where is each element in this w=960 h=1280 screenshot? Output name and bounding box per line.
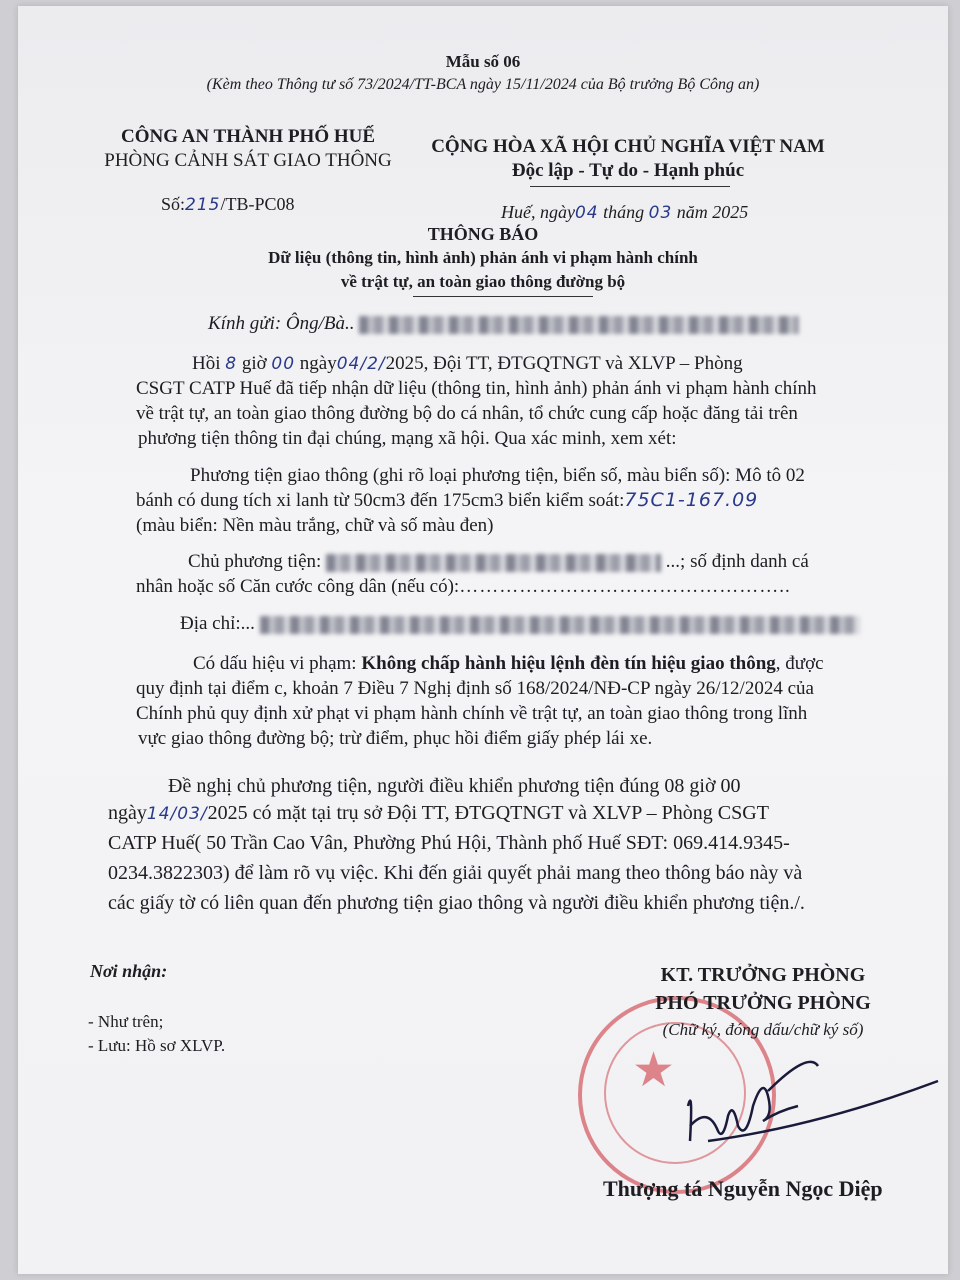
- violation-line2: quy định tại điểm c, khoản 7 Điều 7 Nghị định số 168/2024/NĐ-CP ngày 26/12/2024 của: [136, 678, 814, 699]
- agency-name: CÔNG AN THÀNH PHỐ HUẾ: [120, 126, 376, 147]
- request-line1: Đề nghị chủ phương tiện, người điều khiển phương tiện đúng 08 giờ 00: [168, 775, 741, 797]
- redacted-address: [260, 616, 860, 634]
- number-suffix: /TB-PC08: [220, 194, 295, 214]
- recipients-item-2: - Lưu: Hồ sơ XLVP.: [88, 1036, 226, 1055]
- title-underline: [413, 296, 593, 297]
- recipient: [208, 311, 799, 336]
- redacted-owner-name: [326, 554, 661, 572]
- request-line3: CATP Huế( 50 Trần Cao Vân, Phường Phú Hội, Thành phố Huế SĐT: 069.414.9345-: [108, 832, 790, 854]
- motto-underline: [530, 186, 730, 187]
- signature-title-1: KT. TRƯỞNG PHÒNG: [660, 964, 866, 986]
- violation-line4: vực giao thông đường bộ; trừ điểm, phục hồi điểm giấy phép lái xe.: [138, 728, 653, 749]
- address-line: [180, 611, 860, 636]
- handwritten-signature: [668, 1046, 948, 1156]
- document-subtitle-1: Dữ liệu (thông tin, hình ảnh) phản ánh vi phạm hành chính: [268, 248, 698, 267]
- address-label: Địa chỉ:...: [180, 613, 255, 634]
- document-date: Huế, ngày04 tháng 03 năm 2025: [501, 202, 749, 223]
- vehicle-line3: (màu biển: Nền màu trắng, chữ và số màu đen): [136, 515, 494, 536]
- recipients-item-1: - Như trên;: [88, 1012, 164, 1031]
- owner-line2: nhân hoặc số Căn cước công dân (nếu có):…………………………………………..: [136, 576, 791, 597]
- document-number: [161, 194, 294, 215]
- recipients-label: Nơi nhận:: [90, 961, 168, 981]
- recipient-label: Kính gửi: Ông/Bà..: [208, 313, 355, 334]
- form-reference: (Kèm theo Thông tư số 73/2024/TT-BCA ngày 15/11/2024 của Bộ trưởng Bộ Công an): [206, 76, 760, 93]
- signer-name: Thượng tá Nguyễn Ngọc Diệp: [603, 1176, 883, 1201]
- number-prefix: Số:: [161, 194, 186, 214]
- form-number: Mẫu số 06: [445, 52, 521, 71]
- date-day: 04: [574, 203, 599, 223]
- owner-label: Chủ phương tiện:: [188, 551, 322, 572]
- violation-line1: Có dấu hiệu vi phạm: Không chấp hành hiệu lệnh đèn tín hiệu giao thông, được: [193, 653, 824, 674]
- number-handwritten: 215: [185, 195, 221, 215]
- official-stamp: ★: [578, 996, 776, 1194]
- para1-line3: về trật tự, an toàn giao thông đường bộ do cá nhân, tổ chức cung cấp hoặc đăng tải trên: [136, 403, 798, 424]
- violation-line3: Chính phủ quy định xử phạt vi phạm hành chính về trật tự, an toàn giao thông trong lĩnh: [136, 703, 808, 724]
- agency-department: PHÒNG CẢNH SÁT GIAO THÔNG: [104, 150, 392, 171]
- date-month: 03: [648, 203, 673, 223]
- vehicle-line1: Phương tiện giao thông (ghi rõ loại phương tiện, biển số, màu biển số): Mô tô 02: [190, 465, 805, 486]
- state-motto: Độc lập - Tự do - Hạnh phúc: [511, 160, 745, 181]
- document-page: [18, 6, 948, 1274]
- para1-line1: Hồi 8 giờ 00 ngày04/2/2025, Đội TT, ĐTGQTNGT và XLVP – Phòng: [192, 353, 743, 374]
- violation-description: Không chấp hành hiệu lệnh đèn tín hiệu giao thông: [361, 653, 776, 674]
- request-line4: 0234.3822303) để làm rõ vụ việc. Khi đến giải quyết phải mang theo thông báo này và: [108, 862, 803, 884]
- state-name: CỘNG HÒA XÃ HỘI CHỦ NGHĨA VIỆT NAM: [431, 136, 825, 157]
- signature-note: (Chữ ký, đóng dấu/chữ ký số): [662, 1020, 864, 1039]
- license-plate-handwritten: 75C1-167.09: [624, 489, 759, 511]
- signature-title-2: PHÓ TRƯỞNG PHÒNG: [655, 992, 871, 1014]
- request-line5: các giấy tờ có liên quan đến phương tiện giao thông và người điều khiển phương tiện./.: [108, 892, 805, 914]
- owner-line1: Chủ phương tiện: ...; số định danh cá: [188, 551, 809, 572]
- para1-line2: CSGT CATP Huế đã tiếp nhận dữ liệu (thông tin, hình ảnh) phản ánh vi phạm hành chính: [136, 378, 817, 399]
- redacted-recipient-name: [359, 316, 799, 334]
- document-title: THÔNG BÁO: [427, 224, 539, 244]
- document-subtitle-2: về trật tự, an toàn giao thông đường bộ: [340, 272, 626, 291]
- request-line2: ngày14/03/2025 có mặt tại trụ sở Đội TT, ĐTGQTNGT và XLVP – Phòng CSGT: [108, 802, 769, 824]
- vehicle-line2: bánh có dung tích xi lanh từ 50cm3 đến 175cm3 biển kiểm soát:75C1-167.09: [136, 489, 759, 511]
- para1-line4: phương tiện thông tin đại chúng, mạng xã hội. Qua xác minh, xem xét:: [138, 428, 677, 449]
